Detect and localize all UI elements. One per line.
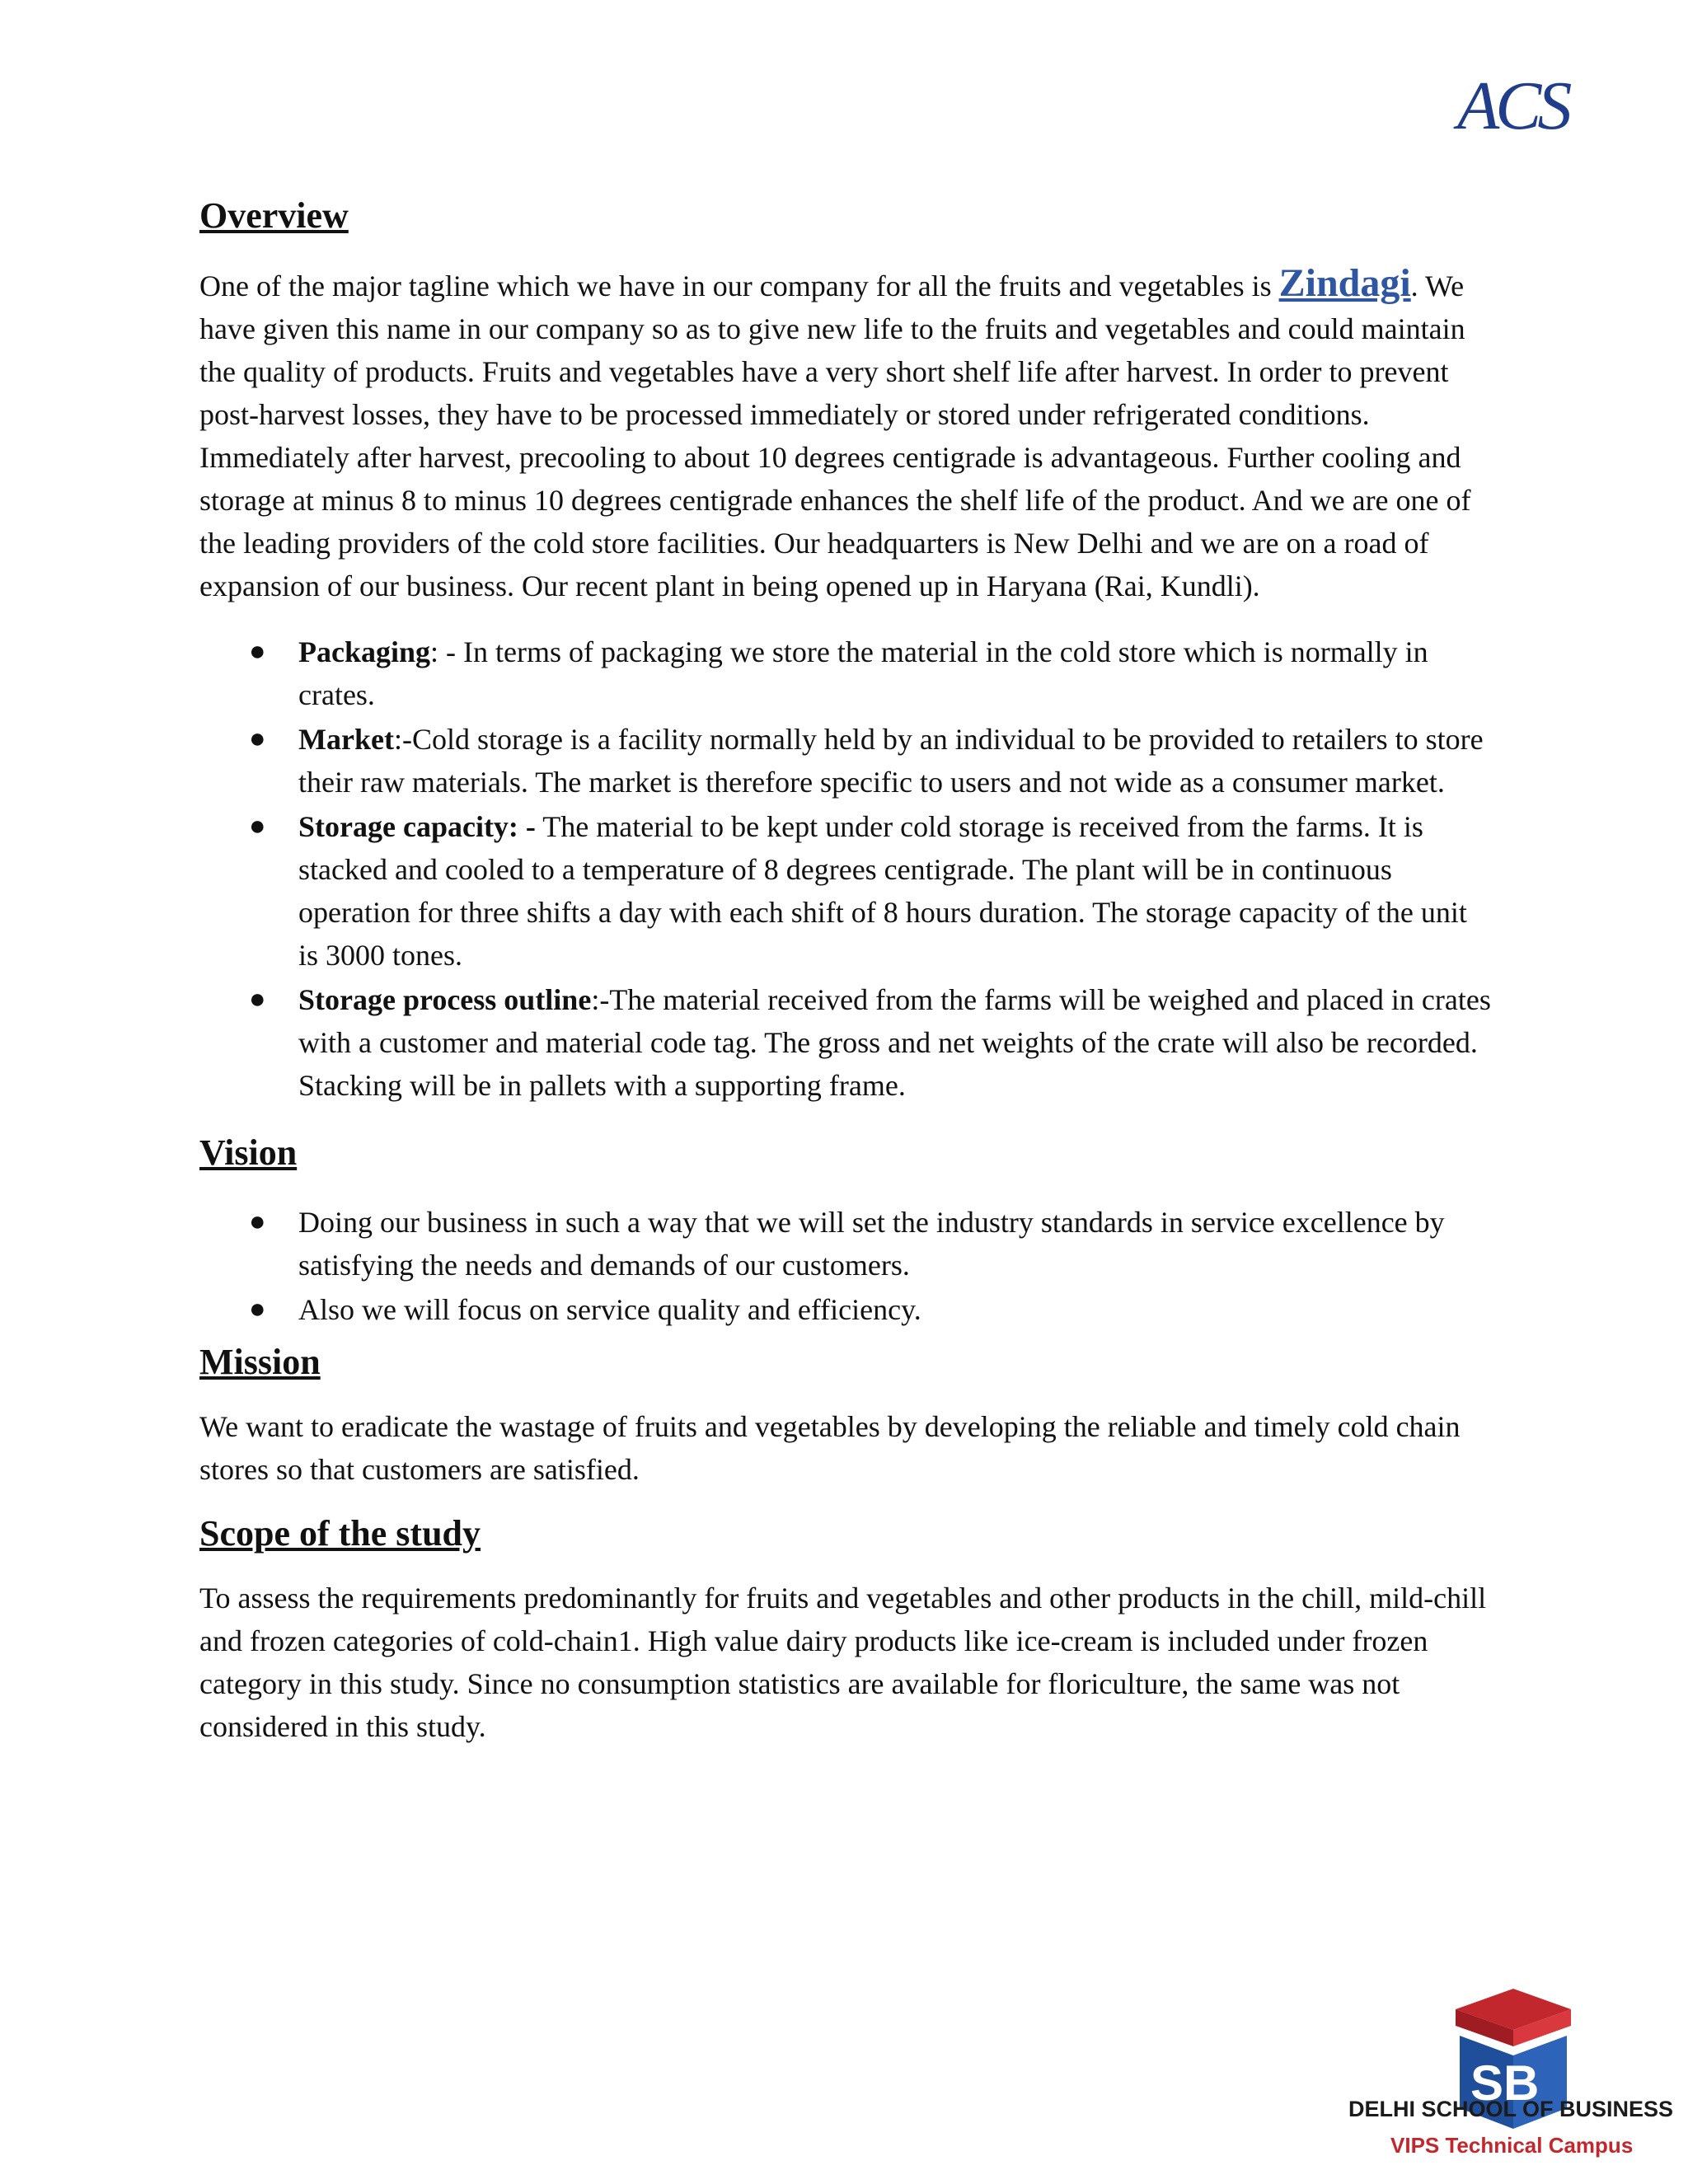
- overview-bullet-list: [199, 630, 1493, 1107]
- bullet-icon: ●: [249, 984, 266, 1015]
- list-item-market: [199, 718, 1493, 804]
- intro-after: . We have given this name in our company so as to give new life to the fruits and vegetables and could maintain the quality of products. Fruits and vegetables have a very short shelf life after harvest. In order to prevent post-harvest losses, they have to be processed immediately or stored under refrigerated conditions. Immediately after harvest, precooling to about 10 degrees centigrade is advantageous. Further cooling and storage at minus 8 to minus 10 degrees centigrade enhances the shelf life of the product. And we are one of the leading providers of the cold store facilities. Our headquarters is New Delhi and we are on a road of expansion of our business. Our recent plant in being opened up in Haryana (Rai, Kundli).: [199, 269, 1471, 602]
- bullet-label: Packaging: [298, 635, 431, 668]
- bullet-separator: : -: [430, 635, 464, 668]
- scope-heading: Scope of the study: [199, 1513, 481, 1554]
- mission-heading: Mission: [199, 1342, 321, 1382]
- list-item-vision-2: [199, 1288, 1493, 1331]
- bullet-text: The material to be kept under cold storage is received from the farms. It is stacked and cooled to a temperature of 8 degrees centigrade. The plant will be in continuous operation for three shifts a day with each shift of 8 hours duration. The storage capacity of the unit is 3000 tones.: [298, 810, 1467, 972]
- brand-name-zindagi: Zindagi: [1278, 261, 1411, 305]
- scope-paragraph: To assess the requirements predominantly for fruits and vegetables and other products in the chill, mild-chill and frozen categories of cold-chain1. High value dairy products like ice-cream is included under frozen category in this study. Since no consumption statistics are available for floriculture, the same was not considered in this study.: [199, 1582, 1487, 1743]
- mission-paragraph: We want to eradicate the wastage of fruits and vegetables by developing the reliable and timely cold chain stores so that customers are satisfied.: [199, 1410, 1461, 1486]
- intro-before: One of the major tagline which we have in our company for all the fruits and vegetables is: [199, 269, 1279, 302]
- bullet-icon: ●: [249, 636, 266, 667]
- list-item-storage-capacity: [199, 805, 1493, 977]
- list-item-packaging: [199, 630, 1493, 716]
- bullet-label: Storage process outline: [298, 983, 592, 1016]
- bullet-icon: ●: [249, 811, 266, 841]
- bullet-text: The material received from the farms will be weighed and placed in crates with a customer and material code tag. The gross and net weights of the crate will also be recorded. Stacking will be in pallets with a supporting frame.: [298, 983, 1491, 1102]
- bullet-icon: ●: [249, 1294, 266, 1324]
- logo-letter-s: SB: [1470, 2055, 1540, 2111]
- bullet-separator: :-: [591, 983, 610, 1016]
- vision-bullet-list: [199, 1201, 1493, 1331]
- list-item-vision-1: [199, 1201, 1493, 1286]
- school-name: DELHI SCHOOL OF BUSINESS: [1348, 2097, 1674, 2121]
- bullet-text: Cold storage is a facility normally held by an individual to be provided to retailers to store their raw materials. The market is therefore specific to users and not wide as a consumer market.: [298, 723, 1484, 799]
- bullet-icon: ●: [249, 724, 266, 754]
- document-body: [199, 191, 1493, 1748]
- bullet-text: Also we will focus on service quality and efficiency.: [298, 1293, 921, 1326]
- overview-paragraph: [199, 262, 1493, 607]
- campus-name: VIPS Technical Campus: [1390, 2133, 1634, 2158]
- bullet-icon: ●: [249, 1207, 266, 1237]
- vision-heading: Vision: [199, 1132, 298, 1173]
- overview-heading: Overview: [199, 195, 349, 236]
- acs-logo: ACS: [1457, 68, 1568, 144]
- bullet-label: Storage capacity: -: [298, 810, 536, 843]
- bullet-label: Market: [298, 723, 394, 756]
- bullet-separator: :-: [393, 723, 412, 756]
- bullet-text: Doing our business in such a way that we will set the industry standards in service excellence by satisfying the needs and demands of our customers.: [298, 1206, 1445, 1282]
- list-item-storage-process: [199, 978, 1493, 1107]
- bullet-text: In terms of packaging we store the material in the cold store which is normally in crates.: [298, 635, 1428, 711]
